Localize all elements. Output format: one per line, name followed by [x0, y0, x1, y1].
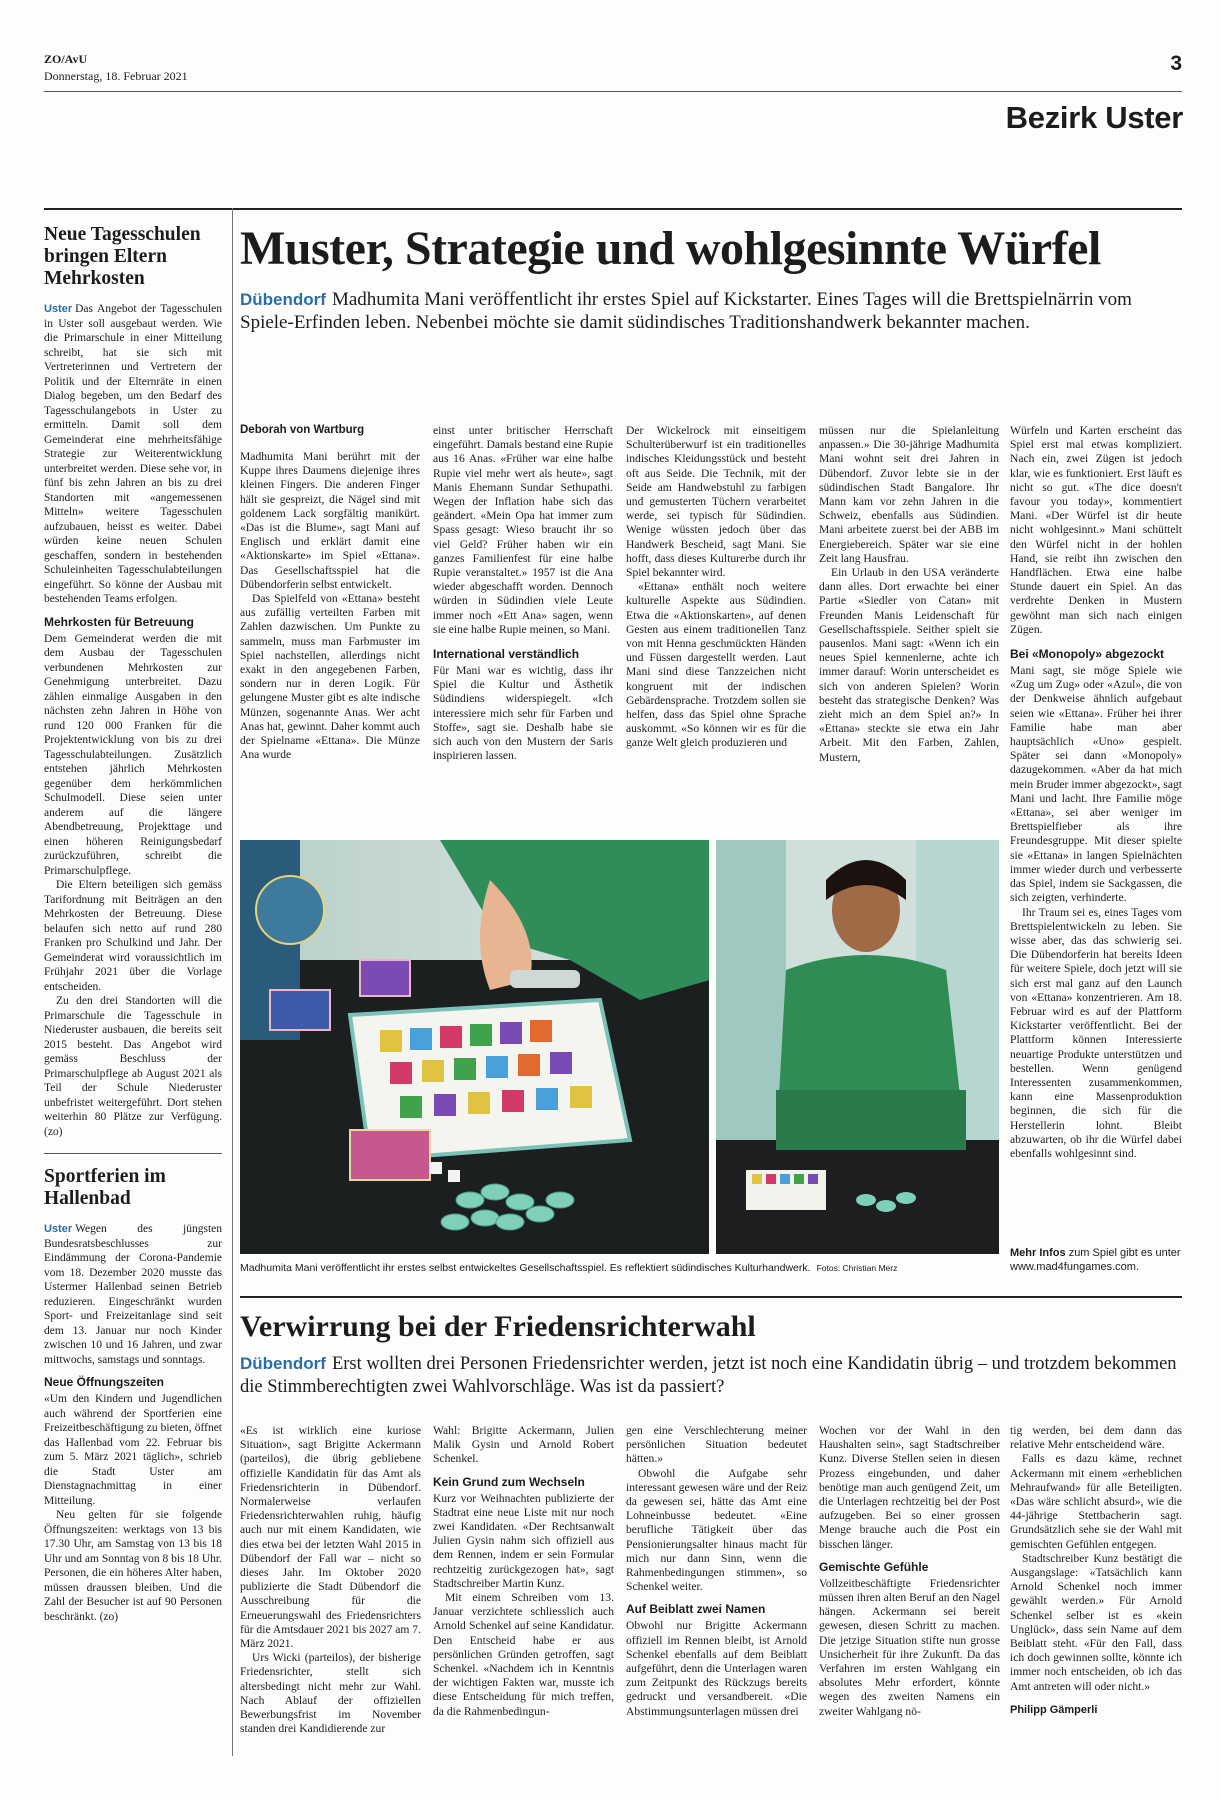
- article-1-col-5: [1010, 424, 1182, 1161]
- article-2-headline: Verwirrung bei der Friedensrichterwahl: [240, 1310, 756, 1343]
- subhead: International verständlich: [433, 647, 580, 662]
- issue-date: Donnerstag, 18. Februar 2021: [44, 69, 188, 83]
- subhead: Gemischte Gefühle: [819, 1559, 929, 1574]
- portrait-photo: [716, 840, 999, 1254]
- brief-2-para: Uster Wegen des jüngsten Bundesratsbeschlusses zur Eindämmung der Corona-Pandemie vom 18. Dezember 2020 musste das Ustermer Hallenbad seinen Betrieb reduzieren. Eingeschränkt wurden Sport- und Freizeitanlage sind seit dem 13. Januar nur noch Kinder zwischen 10 und 16 Jahren, und zwar mittwochs, samstags und sonntags.: [44, 1223, 222, 1366]
- paragraph: Falls es dazu käme, rechnet Ackermann mit einem «erheblichen Mehraufwand» für alle Beteiligten. «Das wäre schlicht absurd», wie die 44-jährige Stettbacherin sagt. Grundsätzlich sehe sie der Wahl mit gemischten Gefühlen entgegen.: [1010, 1452, 1182, 1551]
- brief-2-subhead: Neue Öffnungszeiten: [44, 1375, 165, 1389]
- more-info-text: zum Spiel gibt es unter: [1068, 1247, 1181, 1259]
- brief-2-title: Sportferien im Hallenbad: [44, 1166, 166, 1209]
- article-divider: [240, 1296, 1182, 1298]
- more-info: [1010, 1246, 1182, 1274]
- paragraph: tig werden, bei dem dann das relative Mehr entscheidend wäre.: [1010, 1424, 1182, 1452]
- more-info-url[interactable]: www.mad4fungames.com.: [1010, 1261, 1139, 1273]
- article-2-col-5: [1010, 1424, 1182, 1716]
- article-1-col-3: [626, 424, 806, 751]
- paragraph: Würfeln und Karten erscheint das Spiel erst mal etwas kompliziert. Nach ein, zwei Zügen ist jedoch klar, wie es funktioniert. Erst läuft es nicht so gut. «The dice doesn't favour you today», kommentiert Mani. «Der Würfel ist dir heute nicht wohlgesinnt.» Mani schüttelt den Würfel nicht in der hohlen Hand, sie reibt ihn zwischen den Handflächen. Etwa eine halbe Stunde dauert ein Spiel. An das verdrehte Denken in Mustern gewöhnt man sich nach einigen Zügen.: [1010, 424, 1182, 636]
- masthead: [44, 52, 1182, 92]
- photo-credit: Fotos: Christian Merz: [816, 1263, 898, 1273]
- article-1-dateline: Dübendorf: [240, 290, 326, 309]
- article-2-col-4: [819, 1424, 1000, 1719]
- paragraph: Stadtschreiber Kunz bestätigt die Ausgangslage: «Tatsächlich kann Arnold Schenkel noch immer gewählt werden.» Für Arnold Schenkel selber ist es «kein Unglück», dass sein Name auf dem Beiblatt steht. «Für den Fall, dass ich doch gewinnen sollte, könnte ich immer noch entscheiden, ob ich das Amt antreten will oder nicht.»: [1010, 1551, 1182, 1693]
- left-column: [44, 212, 222, 1624]
- article-1-col-4: [819, 424, 999, 765]
- paragraph: «Es ist wirklich eine kuriose Situation», sagt Brigitte Ackermann (parteilos), die übrig gebliebene offizielle Kandidatin für das Amt als Friedensrichterin in Dübendorf. Normalerweise verlaufen Friedensrichterwahlen ruhig, häufig auch nur mit einem Kandidaten, wie dies etwa bei der letzten Wahl 2015 in Dübendorf der Fall war – nicht so dieses Jahr. Im Oktober 2020 publizierte die Stadt Dübendorf die Ausschreibung für die Erneuerungswahl des Friedensrichters für die Amtsdauer 2021 bis 2027 am 7. März 2021.: [240, 1424, 421, 1651]
- paragraph: Obwohl nur Brigitte Ackermann offiziell im Rennen bleibt, ist Arnold Schenkel ebenfalls auf dem Beiblatt aufgeführt, denn die Unterlagen waren zum Zeitpunkt des Rückzugs bereits gedruckt und versandbereit. «Die Abstimmungsunterlagen müssen drei: [626, 1619, 807, 1718]
- brief-2-para: Neu gelten für sie folgende Öffnungszeiten: werktags von 13 bis 17.30 Uhr, am Samstag von 13 bis 18 Uhr und am Sonntag von 8 bis 18 Uhr. Personen, die ein höheres Alter haben, müssen draussen bleiben. Und die Zahl der Besucher ist auf 90 Personen beschränkt. (zo): [44, 1509, 222, 1623]
- paragraph: einst unter britischer Herrschaft eingeführt. Damals bestand eine Rupie aus 16 Anas. «Früher war eine halbe Rupie viel mehr wert als heute», sagt Manis Ehemann Sundar Sethupathi. Wegen der Inflation habe sich das geändert. «Mein Opa hat immer zum Spass gesagt: Wieso braucht ihr so viel Geld? Früher haben wir ein ganzes Familienfest für eine halbe Rupie veranstaltet.» 1957 ist die Ana wieder abgeschafft worden. Dennoch würden in Südindien viele Leute immer noch «Ett Ana» sagen, wenn sie eine halbe Rupie meinen, so Mani.: [433, 424, 613, 636]
- brief-1-subhead: Mehrkosten für Betreuung: [44, 614, 195, 629]
- paragraph: Madhumita Mani berührt mit der Kuppe ihres Daumens diejenige ihres kleinen Fingers. Die anderen Finger hält sie gespreizt, die Nägel sind mit goldenem Lack sorgfältig manikürt. «Das ist die Blume», sagt Mani auf Englisch und erklärt damit eine «Aktionskarte» im Spiel «Ettana». Das Gesellschaftsspiel hat die Dübendorferin selbst entwickelt.: [240, 450, 420, 591]
- paragraph: Mit einem Schreiben vom 13. Januar verzichtete schliesslich auch Arnold Schenkel auf seine Kandidatur. Den Entscheid habe er aus persönlichen Gründen getroffen, sagt Schenkel. «Nachdem ich in Kenntnis der wichtigen Fakten war, musste ich diese Entscheidung für mich treffen, da die Rahmenbedingun-: [433, 1591, 614, 1718]
- game-board-illustration: [240, 840, 709, 1254]
- article-election: [240, 1300, 1182, 1736]
- game-board-photo: [240, 840, 709, 1254]
- byline: Deborah von Wartburg: [240, 424, 365, 436]
- paragraph: Wahl: Brigitte Ackermann, Julien Malik Gysin und Arnold Robert Schenkel.: [433, 1424, 614, 1466]
- column-divider: [232, 208, 233, 1756]
- top-divider: [44, 208, 1182, 210]
- paragraph: Urs Wicki (parteilos), der bisherige Friedensrichter, stellt sich altersbedingt nicht mehr zur Wahl. Nach Ablauf der offiziellen Bewerbungsfrist im November standen drei Kandidierende zur: [240, 1651, 421, 1736]
- subhead: Auf Beiblatt zwei Namen: [626, 1602, 766, 1617]
- paragraph: «Ettana» enthält noch weitere kulturelle Aspekte aus Südindien. Etwa die «Aktionskarten», auf denen Gesten aus einem traditionellen Tanz von mit Henna geschmückten Händen und Füssen dargestellt werden. Laut Mani sind diese Tanzzeichen nicht kongruent mit der indischen Gebärdensprache. Trotzdem sollen sie helfen, dass das Spiel ohne Sprache auskommt. «So können wir es für die ganze Welt gleich produzieren und: [626, 580, 806, 750]
- paragraph: Vollzeitbeschäftigte Friedensrichter müssen ihren alten Beruf an den Nagel hängen. Ackermann sei bereit gewesen, diesen Schritt zu machen. Die jetzige Situation stifte nun grosse Unsicherheit für ihre Zukunft. Da das Verfahren im ersten Wahlgang ein absolutes Mehr erfordert, könnte wegen des zweiten Namens ein zweiter Wahlgang nö-: [819, 1576, 1000, 1718]
- brief-1-para: Die Eltern beteiligen sich gemäss Tarifordnung mit Beiträgen an den Mehrkosten der Betreuung. Diese belaufen sich netto auf rund 280 Franken pro Schulkind und Jahr. Der Gemeinderat wird voraussichtlich im Frühjahr 2021 über die Vorlage entscheiden.: [44, 879, 222, 993]
- more-info-label: Mehr Infos: [1010, 1247, 1066, 1259]
- brief-1-para: Zu den drei Standorten will die Primarschule die Tagesschule in Niederuster ausbauen, die bereits seit 2015 besteht. Das Angebot wird gemäss Beschluss der Primarschulpflege ab August 2021 als Teil der Schule Niederuster unbefristet weitergeführt. Dort stehen weiterhin 80 Plätze zur Verfügung. (zo): [44, 995, 222, 1138]
- article-2-dateline: Dübendorf: [240, 1354, 326, 1373]
- brief-1-para: Dem Gemeinderat werden die mit dem Ausbau der Tagesschulen verbundenen Mehrkosten zur Genehmigung unterbreitet. Dazu zählen einmalige Ausgaben in den nächsten zehn Jahren in Höhe von rund 120 000 Franken für die Projektentwicklung von bis zu drei Tagesschulabteilungen. Zusätzlich entstehen jährlich Mehrkosten gegenüber dem herkömmlichen Schulmodell. Diese seien unter anderem auf die längere Abendbetreuung, Projekttage und einen höheren Reinigungsbedarf zurückzuführen, schreibt die Primarschulpflege.: [44, 632, 222, 877]
- subhead: Kein Grund zum Wechseln: [433, 1474, 585, 1489]
- paragraph: Mani sagt, sie möge Spiele wie «Zug um Zug» oder «Azul», die von der Denkweise ähnlich aufgebaut seien wie «Ettana». Früher hei ihrer Familie habe man aber hauptsächlich «Uno» gespielt. Später sei dann «Monopoly» dazugekommen. «Aber da hat mich mein Bruder immer abgezockt», sagt Mani und lacht. Ihre Familie möge «Ettana», sei aber weniger im Brettspielfieber als ihre Freundesgruppe. Mit dieser spielte sie «Ettana» in langen Spielnächten immer wieder durch und verbesserte das Spiel, indem sie Sackgassen, die sich zeigten, verhinderte.: [1010, 664, 1182, 905]
- photo-caption: Madhumita Mani veröffentlicht ihr erstes selbst entwickeltes Gesellschaftsspiel. Es reflektiert südindisches Kulturhandwerk. Fotos: Christian Merz: [240, 1262, 898, 1274]
- brief-2-dateline: Uster: [44, 1223, 73, 1235]
- brief-1-dateline: Uster: [44, 303, 73, 315]
- article-2-col-3: [626, 1424, 807, 1719]
- paragraph: Wochen vor der Wahl in den Haushalten sein», sagt Stadtschreiber Kunz. Diverse Stellen seien in diesen Prozess eingebunden, und daher benötige man auch genügend Zeit, um die Unterlagen rechtzeitig bei der Post aufzugeben. Bei so einer grossen Menge brauche auch die Post ein bisschen länger.: [819, 1424, 1000, 1551]
- article-game: [240, 212, 1182, 1160]
- article-1-col-1: [240, 424, 420, 762]
- brief-2-para: «Um den Kindern und Jugendlichen auch während der Sportferien eine Freizeitbeschäftigung zu bieten, öffnet das Hallenbad vom 22. Februar bis zum 5. März 2021 täglich», schrieb die Stadt Uster am Dienstagnachmittag in einer Mitteilung.: [44, 1393, 222, 1507]
- article-2-lead: Dübendorf Erst wollten drei Personen Friedensrichter werden, jetzt ist noch eine Kandidatin übrig – und trotzdem bekommen die Stimmberechtigten zwei Wahlvorschläge. Was ist da passiert?: [240, 1354, 1177, 1397]
- paragraph: Der Wickelrock mit einseitigem Schulterüberwurf ist ein traditionelles indisches Kleidungsstück und besteht oft aus Seide. Die Technik, mit der Seide am Handwebstuhl zu farbigen und gemusterten Tüchern verarbeitet werde, sei typisch für Südindien. Wenige wüssten jedoch über das Handwerk Bescheid, sagt Mani. Sie hofft, dass dieses Kulturerbe durch ihr Spiel bekannter wird.: [626, 424, 806, 580]
- author: Philipp Gämperli: [1010, 1703, 1098, 1716]
- section-title: Bezirk Uster: [1005, 100, 1183, 135]
- article-1-col-2: [433, 424, 613, 763]
- paper-name: ZO/AvU: [44, 52, 88, 66]
- paragraph: Kurz vor Weihnachten publizierte der Stadtrat eine neue Liste mit nur noch zwei Kandidaten. «Der Rechtsanwalt Julien Gysin nahm sich offiziell aus dem Rennen, indem er sein Formular rechtzeitig zurückgezogen hat», sagt Stadtschreiber Martin Kunz.: [433, 1491, 614, 1590]
- article-1-headline: Muster, Strategie und wohlgesinnte Würfel: [240, 222, 1101, 275]
- article-1-columns: [240, 424, 1182, 1160]
- paragraph: Für Mani war es wichtig, dass ihr Spiel die Kultur und Ästhetik Südindiens widerspiegelt. «Ich interessiere mich sehr für Farben und Stoffe», sagt sie. Deshalb habe sie sich auch von den Mustern der Saris inspirieren lassen.: [433, 664, 613, 763]
- brief-1-title: Neue Tagesschulen bringen Eltern Mehrkosten: [44, 224, 201, 289]
- subhead: Bei «Monopoly» abgezockt: [1010, 647, 1165, 662]
- article-2-col-2: [433, 1424, 614, 1719]
- article-2-col-1: [240, 1424, 421, 1736]
- paragraph: gen eine Verschlechterung meiner persönlichen Situation bedeutet hätten.»: [626, 1424, 807, 1466]
- paragraph: Obwohl die Aufgabe sehr interessant gewesen wäre und der Reiz da gewesen sei, hätte das Amt eine Lohneinbusse bedeutet. «Eine berufliche Tätigkeit über das Pensionierungsalter hinaus macht für mich nur dann Sinn, wenn die Rahmenbedingungen stimmen», so Schenkel weiter.: [626, 1466, 807, 1594]
- brief-1-para: Uster Das Angebot der Tagesschulen in Uster soll ausgebaut werden. Wie die Primarschule in einer Mitteilung schreibt, hat sie sich mit Vertreterinnen und Vertretern der Politik und der Elternräte in einen Dialog begeben, um den Bedarf des Tagesschulangebots in Uster zu ermitteln. Damit soll dem Gemeinderat eine mehrheitsfähige Strategie zur Weiterentwicklung unterbreitet werden. Diese sehe vor, in fünf bis zehn Jahren an bis zu drei Standorten mit «angemessenen Mitteln» weitere Tagesschulen aufzubauen, heisst es weiter. Dabei würden keine neuen Schulen geschaffen, sondern in bestehenden Schuleinheiten Tagesschulabteilungen eingeführt. So könne der Ausbau mit bestehenden Teams erfolgen.: [44, 303, 222, 605]
- paragraph: müssen nur die Spielanleitung anpassen.» Die 30-jährige Madhumita Mani wohnt seit drei Jahren in Dübendorf. Zuvor lebte sie in der südindischen Stadt Bangalore. Ihr Mann kam vor zehn Jahren in die Schweiz, ebenfalls aus Südindien. Mani arbeitete zuerst bei der ABB im Energiebereich. Später war sie eine Zeit lang Hausfrau.: [819, 424, 999, 565]
- brief-divider: [44, 1153, 222, 1154]
- page-number: 3: [1170, 52, 1182, 75]
- paragraph: Ein Urlaub in den USA veränderte dann alles. Dort erwachte bei einer Partie «Siedler von Catan» mit Freunden Manis Leidenschaft für Gesellschaftsspiele. Seither spielt sie pausenlos. Mani sagt: «Wenn ich ein neues Spiel kennenlerne, achte ich immer darauf: Worin unterscheidet es sich von anderen Spielen? Worin besteht das strategische Denken? Was zieht mich an dem Spiel an?» In «Ettana» steckte sie etwa ein Jahr Arbeit. Mit den Farben, Zahlen, Mustern,: [819, 566, 999, 764]
- article-1-lead: Dübendorf Madhumita Mani veröffentlicht ihr erstes Spiel auf Kickstarter. Eines Tages will die Brettspielnärrin vom Spiele-Erfinden leben. Nebenbei möchte sie damit südindisches Traditionshandwerk bekannter machen.: [240, 289, 1132, 333]
- paragraph: Ihr Traum sei es, eines Tages vom Brettspielentwickeln zu leben. Sie wisse aber, das das schwierig sei. Die Dübendorferin hat bereits Ideen für weitere Spiele, doch jetzt will sie sich erst mal ganz auf den Launch von «Ettana» konzentrieren. Am 18. Februar wird es auf der Plattform Kickstarter veröffentlicht. Bei der Plattform können Interessierte neuartige Produkte unterstützen und bestellen. Wenn genügend Interessenten zusammenkommen, kann eine Massenproduktion beginnen, die sich für die Herstellerin lohnt. Bleibt abzuwarten, ob ihr die Würfel dabei ebenfalls wohlgesinnt sind.: [1010, 905, 1182, 1160]
- paragraph: Das Spielfeld von «Ettana» besteht aus zufällig verteilten Farben mit Zahlen dazwischen. Um Punkte zu sammeln, muss man Farbmuster im Spiel nachstellen, allerdings nicht exakt in den angegebenen Farben, sondern nur in deren Logik. Für gelungene Muster gibt es alte indische Münzen, sogenannte Anas. Wer acht Anas hat, gewinnt. Daher kommt auch der Spielname «Ettana». Die Münze Ana wurde: [240, 592, 420, 762]
- portrait-illustration: [716, 840, 999, 1254]
